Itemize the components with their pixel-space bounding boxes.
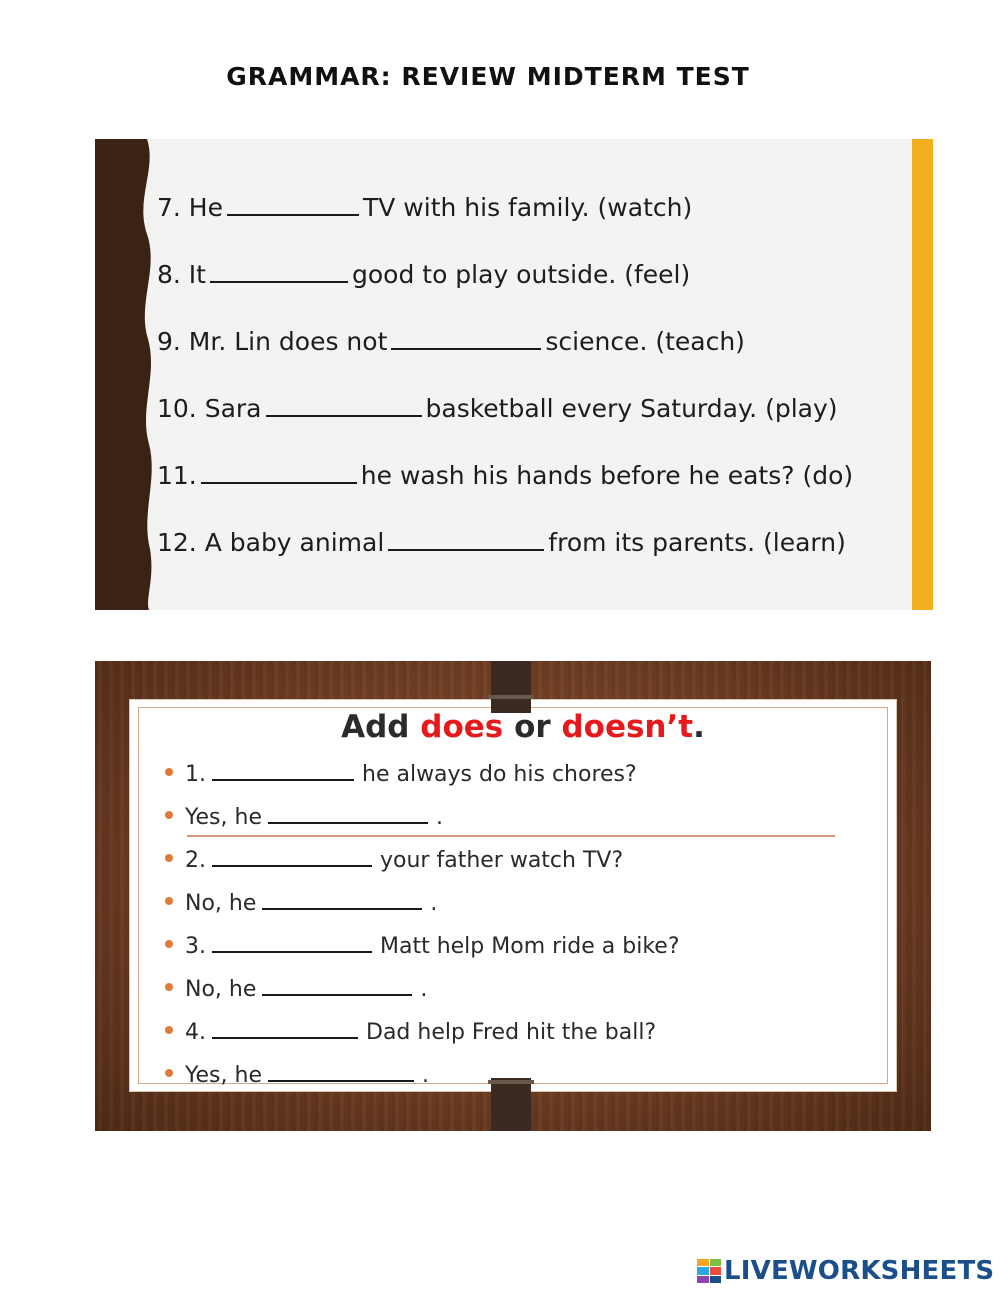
list-item xyxy=(165,887,680,930)
sentence-start: 7. He xyxy=(157,193,223,222)
clip-band xyxy=(488,695,534,699)
bullet-icon xyxy=(165,854,173,862)
answer-blank[interactable] xyxy=(212,931,372,953)
sentence-end: . xyxy=(420,977,428,1002)
bullet-icon xyxy=(165,768,173,776)
fill-in-list-1 xyxy=(157,189,853,591)
list-item xyxy=(165,1059,680,1102)
heading-highlight: doesn’t xyxy=(561,709,694,745)
list-item xyxy=(165,973,680,1016)
sentence-start: 11. xyxy=(157,461,197,490)
sentence-end: . xyxy=(430,891,438,916)
list-item xyxy=(165,1016,680,1059)
bullet-icon xyxy=(165,1069,173,1077)
list-item xyxy=(157,256,853,323)
list-item xyxy=(165,758,680,801)
exercise-heading xyxy=(95,709,931,745)
sentence-start: 3. xyxy=(185,934,206,959)
bullet-icon xyxy=(165,1026,173,1034)
answer-blank[interactable] xyxy=(268,1060,414,1082)
list-item xyxy=(157,457,853,524)
sentence-end: . xyxy=(435,805,443,830)
exercise-slide-2 xyxy=(95,661,931,1131)
answer-blank[interactable] xyxy=(388,527,544,551)
list-item xyxy=(165,801,680,844)
list-item xyxy=(157,189,853,256)
sentence-start: No, he xyxy=(185,891,257,916)
sentence-start: 2. xyxy=(185,848,206,873)
list-item xyxy=(165,844,680,887)
sentence-end: your father watch TV? xyxy=(380,848,624,873)
sentence-start: 4. xyxy=(185,1020,206,1045)
heading-punct: . xyxy=(693,709,705,745)
answer-blank[interactable] xyxy=(266,393,422,417)
heading-word: Add xyxy=(341,709,410,745)
bullet-icon xyxy=(165,897,173,905)
clip-top-decoration xyxy=(491,661,531,713)
sentence-end: . xyxy=(421,1063,429,1088)
underline-decoration xyxy=(187,835,835,837)
sentence-start: 8. It xyxy=(157,260,206,289)
answer-blank[interactable] xyxy=(212,759,354,781)
sentence-end: science. (teach) xyxy=(545,327,745,356)
sentence-end: good to play outside. (feel) xyxy=(351,260,691,289)
answer-blank[interactable] xyxy=(391,326,541,350)
list-item xyxy=(157,524,853,591)
sentence-start: Yes, he xyxy=(185,1063,262,1088)
answer-blank[interactable] xyxy=(212,845,372,867)
sentence-end: Matt help Mom ride a bike? xyxy=(380,934,680,959)
answer-blank[interactable] xyxy=(210,259,348,283)
sentence-end: Dad help Fred hit the ball? xyxy=(366,1020,657,1045)
answer-blank[interactable] xyxy=(212,1017,358,1039)
answer-blank[interactable] xyxy=(201,460,357,484)
footer-branding[interactable] xyxy=(697,1254,994,1288)
sentence-end: from its parents. (learn) xyxy=(548,528,846,557)
list-item xyxy=(165,930,680,973)
sentence-end: he wash his hands before he eats? (do) xyxy=(360,461,854,490)
sentence-end: basketball every Saturday. (play) xyxy=(425,394,838,423)
bullet-icon xyxy=(165,983,173,991)
sentence-end: he always do his chores? xyxy=(362,762,637,787)
brand-name: LIVEWORKSHEETS xyxy=(724,1256,995,1286)
fill-in-list-2 xyxy=(165,758,680,1102)
bullet-icon xyxy=(165,940,173,948)
sentence-start: 10. Sara xyxy=(157,394,262,423)
answer-blank[interactable] xyxy=(227,192,359,216)
page-title: GRAMMAR: REVIEW MIDTERM TEST xyxy=(226,62,750,91)
accent-bar xyxy=(912,139,933,610)
heading-word: or xyxy=(514,709,551,745)
answer-blank[interactable] xyxy=(262,974,412,996)
liveworksheets-logo-icon xyxy=(697,1259,721,1283)
bullet-icon xyxy=(165,811,173,819)
heading-highlight: does xyxy=(420,709,504,745)
sentence-start: 1. xyxy=(185,762,206,787)
sentence-start: Yes, he xyxy=(185,805,262,830)
sentence-start: No, he xyxy=(185,977,257,1002)
exercise-slide-1 xyxy=(95,139,933,610)
wavy-edge-decoration xyxy=(95,139,165,610)
list-item xyxy=(157,323,853,390)
sentence-end: TV with his family. (watch) xyxy=(362,193,693,222)
sentence-start: 12. A baby animal xyxy=(157,528,385,557)
answer-blank[interactable] xyxy=(268,802,428,824)
answer-blank[interactable] xyxy=(262,888,422,910)
sentence-start: 9. Mr. Lin does not xyxy=(157,327,388,356)
list-item xyxy=(157,390,853,457)
